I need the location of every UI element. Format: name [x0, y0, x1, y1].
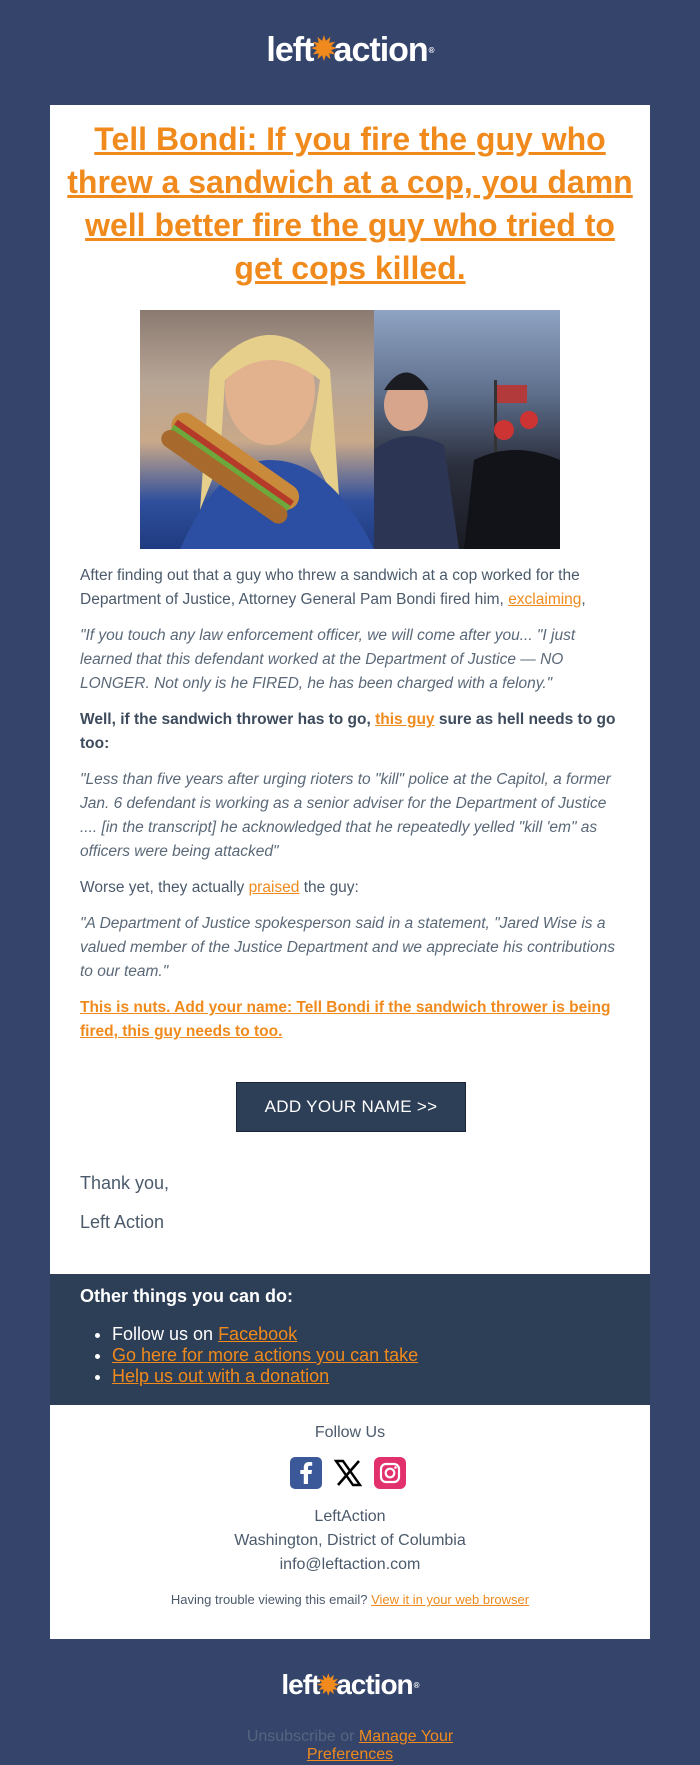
beanie-shape: [384, 373, 429, 391]
logo-right-text: action: [333, 30, 428, 69]
other-actions-title: Other things you can do:: [80, 1286, 294, 1306]
star-burst-icon: ✹: [317, 1670, 339, 1700]
bold-paragraph: [80, 708, 625, 756]
bold-text: Well, if the sandwich thrower has to go,: [80, 711, 376, 728]
list-item: [112, 1345, 418, 1366]
facebook-icon[interactable]: [290, 1457, 322, 1489]
trouble-viewing: [50, 1592, 650, 1607]
crowd-shape: [464, 450, 560, 549]
jacket-shape: [374, 436, 459, 549]
red-hat: [520, 411, 538, 429]
unsubscribe-line: [230, 1728, 470, 1764]
cta-paragraph: [80, 996, 625, 1044]
red-hat: [494, 420, 514, 440]
footer-leftaction-logo[interactable]: [0, 1667, 700, 1703]
intro-end: ,: [581, 591, 586, 608]
manage-preferences-link[interactable]: Manage Your Preferences: [306, 1728, 454, 1763]
trouble-text: Having trouble viewing this email?: [170, 1592, 372, 1607]
org-location: Washington, District of Columbia: [234, 1532, 466, 1549]
headline-link[interactable]: Tell Bondi: If you fire the guy who threw a sandwich at a cop, you damn well better fire the guy who tried to get cops killed.: [67, 121, 633, 286]
praised-end: the guy:: [299, 879, 359, 896]
list-item: [112, 1324, 418, 1345]
quote-bondi: "If you touch any law enforcement officer, we will come after you... "I just learned that this defendant worked at the Department of Justice — NO LONGER. Not only is he FIRED, he has been charged with a felony.": [80, 627, 576, 692]
facebook-link[interactable]: Facebook: [218, 1324, 298, 1344]
logo-left-text: left: [266, 30, 314, 69]
this-guy-link[interactable]: this guy: [375, 711, 435, 728]
exclaiming-link[interactable]: exclaiming: [508, 591, 582, 608]
logo-left-text: left: [281, 1669, 320, 1700]
hero-image[interactable]: [140, 310, 560, 549]
star-burst-icon: ✹: [311, 33, 336, 66]
bold-end: sure as hell needs to go too:: [80, 711, 616, 752]
cta-link[interactable]: This is nuts. Add your name: Tell Bondi if the sandwich thrower is being fired, this guy needs to too.: [80, 999, 611, 1040]
praised-link[interactable]: praised: [248, 879, 300, 896]
logo-right-text: action: [336, 1669, 413, 1700]
list-item: [112, 1366, 418, 1387]
leftaction-logo[interactable]: [0, 28, 700, 72]
thank-you-text: Thank you,: [80, 1173, 170, 1193]
intro-text: After finding out that a guy who threw a sandwich at a cop worked for the Department of Justice, Attorney General Pam Bondi fired him,: [80, 567, 580, 608]
flag-shape: [497, 385, 527, 403]
x-icon[interactable]: [332, 1457, 364, 1489]
instagram-icon[interactable]: [374, 1457, 406, 1489]
flagpole-shape: [494, 380, 497, 460]
more-actions-link[interactable]: Go here for more actions you can take: [112, 1345, 419, 1365]
logo-registered: ®: [413, 1680, 419, 1690]
org-email: info@leftaction.com: [279, 1556, 421, 1573]
quote-article: "Less than five years after urging rioters to "kill" police at the Capitol, a former Jan. 6 defendant is working as a senior adviser for the Department of Justice .... [in the transcript] he acknowledged that he repeatedly yelled "kill 'em" as officers were being attacked": [80, 771, 611, 860]
headline[interactable]: [60, 118, 640, 290]
follow-us-label: Follow Us: [314, 1424, 386, 1441]
logo-registered: ®: [428, 45, 434, 55]
bondi-illustration: [140, 310, 374, 549]
view-in-browser-link[interactable]: View it in your web browser: [371, 1592, 530, 1607]
other-actions-list: [80, 1324, 418, 1387]
praised-paragraph: [80, 876, 625, 900]
add-your-name-button[interactable]: ADD YOUR NAME >>: [236, 1082, 466, 1132]
signature-text: Left Action: [80, 1212, 165, 1232]
bondi-photo: [140, 310, 374, 549]
org-name: LeftAction: [314, 1508, 386, 1525]
rioter-photo: [374, 310, 560, 549]
praised-text: Worse yet, they actually: [80, 879, 249, 896]
social-icons: [290, 1457, 406, 1489]
unsubscribe-text[interactable]: Unsubscribe or: [246, 1728, 359, 1745]
intro-paragraph: [80, 564, 625, 612]
donation-link[interactable]: Help us out with a donation: [112, 1366, 330, 1386]
quote-doj: "A Department of Justice spokesperson said in a statement, "Jared Wise is a valued member of the Justice Department and we appreciate his contributions to our team.": [80, 915, 616, 980]
rioter-illustration: [374, 310, 560, 549]
follow-prefix: Follow us on: [112, 1324, 219, 1344]
